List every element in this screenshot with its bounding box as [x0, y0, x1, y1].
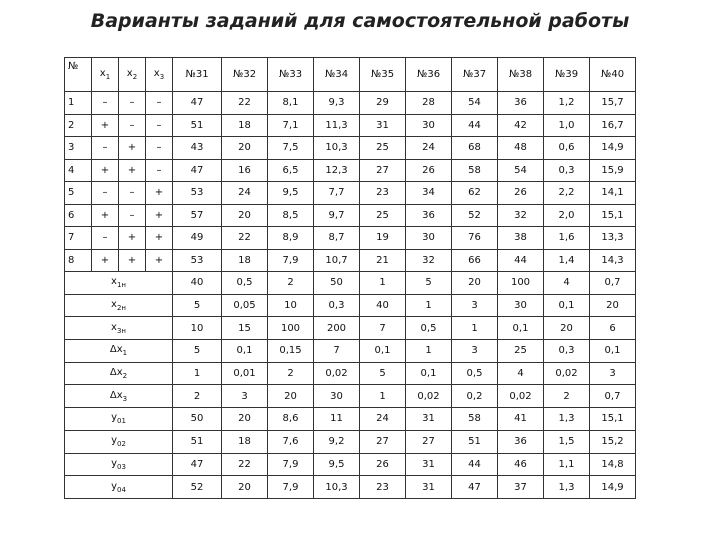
value-cell: 200: [314, 317, 360, 340]
row-number: 6: [65, 204, 92, 227]
value-cell: 7,9: [268, 249, 314, 272]
param-row: [65, 453, 636, 476]
value-cell: 31: [406, 453, 452, 476]
value-cell: 1,2: [544, 92, 590, 115]
value-cell: 25: [360, 204, 406, 227]
value-cell: 30: [406, 114, 452, 137]
value-cell: 10: [268, 294, 314, 317]
value-cell: 7,9: [268, 453, 314, 476]
value-cell: 68: [452, 137, 498, 160]
param-label: $y_{03}$: [65, 453, 173, 476]
header-variant: №31: [173, 58, 222, 92]
value-cell: 50: [173, 408, 222, 431]
sign-cell: +: [119, 137, 146, 160]
value-cell: 5: [406, 272, 452, 295]
value-cell: 0,1: [222, 340, 268, 363]
value-cell: 37: [498, 476, 544, 499]
value-cell: 0,1: [360, 340, 406, 363]
value-cell: 0,02: [406, 385, 452, 408]
header-num: №: [65, 58, 92, 92]
value-cell: 47: [452, 476, 498, 499]
value-cell: 15,1: [590, 408, 636, 431]
value-cell: 25: [360, 137, 406, 160]
value-cell: 19: [360, 227, 406, 250]
header-factor-2: $x_2$: [119, 58, 146, 92]
value-cell: 20: [452, 272, 498, 295]
header-variant: №40: [590, 58, 636, 92]
table-row: [65, 182, 636, 205]
sign-cell: +: [119, 227, 146, 250]
table-row: [65, 137, 636, 160]
sign-cell: –: [92, 137, 119, 160]
value-cell: 18: [222, 249, 268, 272]
value-cell: 47: [173, 159, 222, 182]
value-cell: 0,3: [544, 340, 590, 363]
param-label: $y_{02}$: [65, 430, 173, 453]
value-cell: 4: [498, 362, 544, 385]
param-row: [65, 294, 636, 317]
value-cell: 9,5: [268, 182, 314, 205]
value-cell: 14,3: [590, 249, 636, 272]
value-cell: 0,3: [314, 294, 360, 317]
param-label: $x_{1н}$: [65, 272, 173, 295]
value-cell: 27: [360, 159, 406, 182]
value-cell: 52: [173, 476, 222, 499]
value-cell: 16,7: [590, 114, 636, 137]
page-title: Варианты заданий для самостоятельной работы: [90, 10, 630, 32]
sign-cell: +: [92, 114, 119, 137]
value-cell: 15,7: [590, 92, 636, 115]
sign-cell: –: [92, 182, 119, 205]
value-cell: 1: [360, 272, 406, 295]
value-cell: 3: [590, 362, 636, 385]
row-number: 1: [65, 92, 92, 115]
sign-cell: –: [119, 92, 146, 115]
value-cell: 23: [360, 476, 406, 499]
value-cell: 7: [314, 340, 360, 363]
value-cell: 2: [544, 385, 590, 408]
value-cell: 28: [406, 92, 452, 115]
value-cell: 8,5: [268, 204, 314, 227]
value-cell: 14,8: [590, 453, 636, 476]
value-cell: 20: [544, 317, 590, 340]
table-row: [65, 227, 636, 250]
row-number: 7: [65, 227, 92, 250]
header-variant: №37: [452, 58, 498, 92]
value-cell: 58: [452, 159, 498, 182]
row-number: 8: [65, 249, 92, 272]
value-cell: 100: [268, 317, 314, 340]
value-cell: 2: [268, 362, 314, 385]
value-cell: 7,6: [268, 430, 314, 453]
value-cell: 52: [452, 204, 498, 227]
value-cell: 15,1: [590, 204, 636, 227]
value-cell: 22: [222, 227, 268, 250]
value-cell: 26: [498, 182, 544, 205]
value-cell: 10,7: [314, 249, 360, 272]
value-cell: 0,15: [268, 340, 314, 363]
value-cell: 47: [173, 92, 222, 115]
value-cell: 1: [360, 385, 406, 408]
value-cell: 0,1: [544, 294, 590, 317]
value-cell: 1,6: [544, 227, 590, 250]
value-cell: 27: [406, 430, 452, 453]
value-cell: 15: [222, 317, 268, 340]
value-cell: 26: [406, 159, 452, 182]
table-row: [65, 114, 636, 137]
row-number: 4: [65, 159, 92, 182]
value-cell: 1,3: [544, 408, 590, 431]
value-cell: 1: [452, 317, 498, 340]
value-cell: 0,2: [452, 385, 498, 408]
sign-cell: +: [92, 159, 119, 182]
value-cell: 16: [222, 159, 268, 182]
value-cell: 31: [360, 114, 406, 137]
value-cell: 2,2: [544, 182, 590, 205]
value-cell: 0,5: [452, 362, 498, 385]
value-cell: 24: [222, 182, 268, 205]
param-row: [65, 430, 636, 453]
value-cell: 0,01: [222, 362, 268, 385]
header-variant: №36: [406, 58, 452, 92]
value-cell: 44: [498, 249, 544, 272]
value-cell: 7: [360, 317, 406, 340]
value-cell: 53: [173, 249, 222, 272]
value-cell: 51: [173, 430, 222, 453]
param-row: [65, 408, 636, 431]
value-cell: 51: [452, 430, 498, 453]
param-label: $\Delta x_1$: [65, 340, 173, 363]
value-cell: 41: [498, 408, 544, 431]
variants-table: [64, 57, 636, 499]
value-cell: 11: [314, 408, 360, 431]
value-cell: 0,5: [406, 317, 452, 340]
sign-cell: +: [146, 204, 173, 227]
value-cell: 53: [173, 182, 222, 205]
value-cell: 13,3: [590, 227, 636, 250]
value-cell: 57: [173, 204, 222, 227]
header-variant: №35: [360, 58, 406, 92]
param-row: [65, 385, 636, 408]
value-cell: 8,7: [314, 227, 360, 250]
row-number: 3: [65, 137, 92, 160]
sign-cell: +: [146, 182, 173, 205]
value-cell: 54: [452, 92, 498, 115]
value-cell: 30: [498, 294, 544, 317]
value-cell: 18: [222, 114, 268, 137]
value-cell: 1: [406, 294, 452, 317]
table-row: [65, 159, 636, 182]
value-cell: 30: [314, 385, 360, 408]
value-cell: 1: [406, 340, 452, 363]
value-cell: 20: [222, 137, 268, 160]
value-cell: 23: [360, 182, 406, 205]
value-cell: 42: [498, 114, 544, 137]
value-cell: 22: [222, 92, 268, 115]
sign-cell: +: [146, 227, 173, 250]
value-cell: 5: [173, 294, 222, 317]
value-cell: 5: [360, 362, 406, 385]
value-cell: 58: [452, 408, 498, 431]
value-cell: 0,7: [590, 272, 636, 295]
sign-cell: –: [92, 92, 119, 115]
value-cell: 32: [498, 204, 544, 227]
param-label: $y_{04}$: [65, 476, 173, 499]
sign-cell: +: [146, 249, 173, 272]
value-cell: 50: [314, 272, 360, 295]
header-variant: №33: [268, 58, 314, 92]
value-cell: 44: [452, 114, 498, 137]
value-cell: 34: [406, 182, 452, 205]
value-cell: 6: [590, 317, 636, 340]
value-cell: 1,0: [544, 114, 590, 137]
value-cell: 62: [452, 182, 498, 205]
value-cell: 0,1: [498, 317, 544, 340]
value-cell: 8,9: [268, 227, 314, 250]
value-cell: 100: [498, 272, 544, 295]
value-cell: 9,7: [314, 204, 360, 227]
sign-cell: –: [146, 159, 173, 182]
value-cell: 43: [173, 137, 222, 160]
value-cell: 0,02: [544, 362, 590, 385]
param-label: $x_{3н}$: [65, 317, 173, 340]
header-factor-3: $x_3$: [146, 58, 173, 92]
value-cell: 7,1: [268, 114, 314, 137]
sign-cell: +: [92, 249, 119, 272]
value-cell: 7,7: [314, 182, 360, 205]
value-cell: 0,5: [222, 272, 268, 295]
value-cell: 14,1: [590, 182, 636, 205]
header-variant: №38: [498, 58, 544, 92]
value-cell: 20: [222, 408, 268, 431]
value-cell: 5: [173, 340, 222, 363]
value-cell: 2: [173, 385, 222, 408]
value-cell: 36: [406, 204, 452, 227]
value-cell: 51: [173, 114, 222, 137]
sign-cell: –: [119, 114, 146, 137]
value-cell: 49: [173, 227, 222, 250]
value-cell: 40: [173, 272, 222, 295]
value-cell: 9,2: [314, 430, 360, 453]
value-cell: 20: [590, 294, 636, 317]
value-cell: 0,1: [590, 340, 636, 363]
value-cell: 9,3: [314, 92, 360, 115]
param-row: [65, 340, 636, 363]
value-cell: 1: [173, 362, 222, 385]
header-variant: №34: [314, 58, 360, 92]
value-cell: 22: [222, 453, 268, 476]
value-cell: 0,02: [498, 385, 544, 408]
value-cell: 0,1: [406, 362, 452, 385]
value-cell: 3: [452, 340, 498, 363]
sign-cell: –: [119, 182, 146, 205]
value-cell: 46: [498, 453, 544, 476]
sign-cell: –: [146, 137, 173, 160]
value-cell: 10,3: [314, 476, 360, 499]
value-cell: 25: [498, 340, 544, 363]
value-cell: 31: [406, 476, 452, 499]
value-cell: 3: [222, 385, 268, 408]
sign-cell: +: [119, 159, 146, 182]
value-cell: 7,9: [268, 476, 314, 499]
value-cell: 8,1: [268, 92, 314, 115]
value-cell: 7,5: [268, 137, 314, 160]
value-cell: 48: [498, 137, 544, 160]
param-row: [65, 317, 636, 340]
param-row: [65, 362, 636, 385]
value-cell: 24: [406, 137, 452, 160]
header-factor-1: $x_1$: [92, 58, 119, 92]
value-cell: 27: [360, 430, 406, 453]
value-cell: 76: [452, 227, 498, 250]
value-cell: 8,6: [268, 408, 314, 431]
value-cell: 26: [360, 453, 406, 476]
value-cell: 66: [452, 249, 498, 272]
param-label: $x_{2н}$: [65, 294, 173, 317]
sign-cell: +: [119, 249, 146, 272]
sign-cell: –: [119, 204, 146, 227]
value-cell: 2,0: [544, 204, 590, 227]
value-cell: 47: [173, 453, 222, 476]
value-cell: 44: [452, 453, 498, 476]
value-cell: 32: [406, 249, 452, 272]
header-variant: №39: [544, 58, 590, 92]
value-cell: 10: [173, 317, 222, 340]
value-cell: 40: [360, 294, 406, 317]
row-number: 5: [65, 182, 92, 205]
value-cell: 29: [360, 92, 406, 115]
sign-cell: –: [92, 227, 119, 250]
value-cell: 1,4: [544, 249, 590, 272]
table-row: [65, 204, 636, 227]
value-cell: 4: [544, 272, 590, 295]
value-cell: 36: [498, 430, 544, 453]
row-number: 2: [65, 114, 92, 137]
sign-cell: –: [146, 114, 173, 137]
value-cell: 3: [452, 294, 498, 317]
value-cell: 31: [406, 408, 452, 431]
value-cell: 38: [498, 227, 544, 250]
value-cell: 21: [360, 249, 406, 272]
value-cell: 0,3: [544, 159, 590, 182]
param-label: $\Delta x_3$: [65, 385, 173, 408]
value-cell: 15,9: [590, 159, 636, 182]
value-cell: 0,05: [222, 294, 268, 317]
header-variant: №32: [222, 58, 268, 92]
param-row: [65, 476, 636, 499]
value-cell: 9,5: [314, 453, 360, 476]
sign-cell: +: [92, 204, 119, 227]
table-row: [65, 92, 636, 115]
value-cell: 15,2: [590, 430, 636, 453]
param-label: $y_{01}$: [65, 408, 173, 431]
value-cell: 0,02: [314, 362, 360, 385]
value-cell: 54: [498, 159, 544, 182]
value-cell: 20: [268, 385, 314, 408]
sign-cell: –: [146, 92, 173, 115]
value-cell: 2: [268, 272, 314, 295]
value-cell: 0,6: [544, 137, 590, 160]
value-cell: 6,5: [268, 159, 314, 182]
value-cell: 1,1: [544, 453, 590, 476]
value-cell: 24: [360, 408, 406, 431]
value-cell: 14,9: [590, 137, 636, 160]
value-cell: 12,3: [314, 159, 360, 182]
value-cell: 10,3: [314, 137, 360, 160]
value-cell: 20: [222, 204, 268, 227]
value-cell: 18: [222, 430, 268, 453]
value-cell: 36: [498, 92, 544, 115]
param-row: [65, 272, 636, 295]
header-row: [65, 58, 636, 92]
value-cell: 0,7: [590, 385, 636, 408]
param-label: $\Delta x_2$: [65, 362, 173, 385]
value-cell: 20: [222, 476, 268, 499]
value-cell: 14,9: [590, 476, 636, 499]
value-cell: 1,3: [544, 476, 590, 499]
value-cell: 1,5: [544, 430, 590, 453]
value-cell: 30: [406, 227, 452, 250]
value-cell: 11,3: [314, 114, 360, 137]
table-row: [65, 249, 636, 272]
